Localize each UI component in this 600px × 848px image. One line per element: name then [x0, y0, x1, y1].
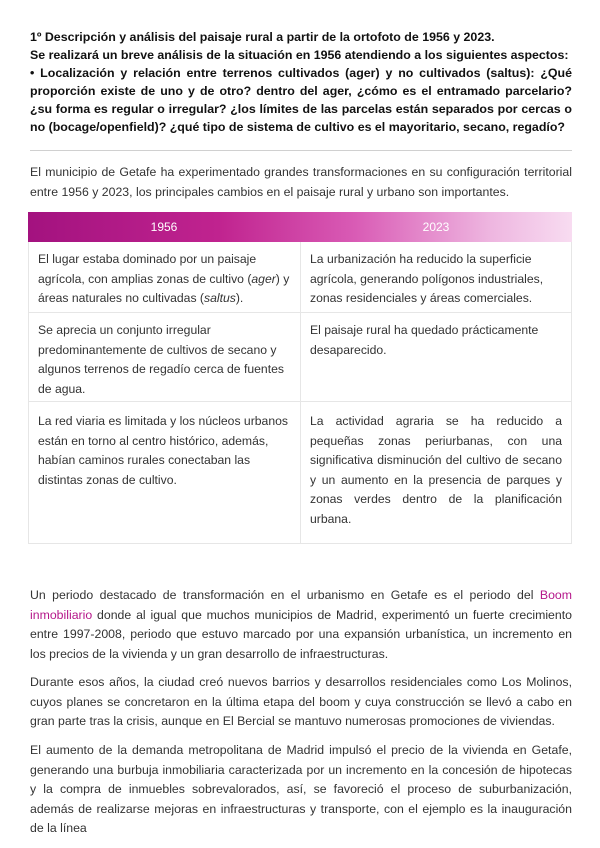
header-2023: 2023 — [422, 220, 450, 234]
comparison-table — [28, 212, 572, 541]
term-saltus: saltus — [203, 291, 236, 305]
term-ager: ager — [251, 271, 276, 286]
housing-bubble-paragraph: El aumento de la demanda metropolitana de Madrid impulsó el precio de la vivienda en Getafe, generando una burbuja inmobiliaria caracterizada por un incremento en la concesión de hipotecas y la compra de inmuebles sobrevalorados, así, se favoreció el proceso de suburbanización, además de realizarse mejoras en infraestructuras y transporte, con el ejemplo es la inauguración de la línea — [30, 743, 572, 835]
prompt-subtitle: Se realizará un breve análisis de la situación en 1956 atendiendo a los siguientes aspectos: — [30, 48, 569, 62]
table-row — [29, 402, 571, 544]
table-body — [28, 242, 572, 544]
cell-1956: La red viaria es limitada y los núcleos urbanos están en torno al centro histórico, además, habían caminos rurales conectaban las distintas zonas de cultivo. — [38, 414, 288, 487]
cell-2023: La urbanización ha reducido la superficie agrícola, generando polígonos industriales, zonas residenciales y áreas comerciales. — [300, 242, 571, 312]
prompt-title: 1º Descripción y análisis del paisaje rural a partir de la ortofoto de 1956 y 2023. — [30, 30, 495, 44]
table-row — [29, 313, 571, 402]
assignment-prompt — [30, 28, 572, 136]
section-divider — [30, 150, 572, 151]
cell-2023: El paisaje rural ha quedado prácticamente desaparecido. — [300, 313, 571, 401]
boom-paragraph: Un periodo destacado de transformación en el urbanismo en Getafe es el periodo del Boom inmobiliario donde al igual que muchos municipios de Madrid, experimentó un fuerte crecimiento entre 1997-2008, periodo que estuvo marcado por una expansión urbanística, un incremento en los precios de la vivienda y un gran desarrollo de infraestructuras. — [30, 588, 572, 661]
neighborhoods-paragraph: Durante esos años, la ciudad creó nuevos barrios y desarrollos residenciales como Los Molinos, cuyos planes se concretaron en la última etapa del boom y cuya construcción se llevó a cabo en gran parte tras la crisis, aunque en El Bercial se mantuvo numerosas promociones de viviendas. — [30, 675, 572, 728]
table-header — [28, 212, 572, 242]
cell-1956: Se aprecia un conjunto irregular predominantemente de cultivos de secano y algunos terrenos de regadío cerca de fuentes de agua. — [38, 323, 284, 396]
boom-inmobiliario-link[interactable]: Boom inmobiliario — [30, 588, 572, 622]
prompt-bullet: • Localización y relación entre terrenos cultivados (ager) y no cultivados (saltus): ¿Qué proporción existe de uno y de otro? dentro del ager, ¿cómo es el entramado parcelario? ¿su forma es regular o irregular? ¿los límites de las parcelas están separados por cercas o no (bocage/openfield)? ¿qué tipo de sistema de cultivo es el mayoritario, secano, regadío? — [30, 66, 572, 134]
table-row — [29, 242, 571, 313]
cell-1956: El lugar estaba dominado por un paisaje agrícola, con amplias zonas de cultivo (ager) y áreas naturales no cultivadas (saltus). — [38, 252, 290, 305]
cell-2023: La actividad agraria se ha reducido a pequeñas zonas periurbanas, con una significativa disminución del cultivo de secano y un aumento en la presencia de parques y zonas verdes dentro de la planificación urbana. — [300, 402, 571, 543]
intro-paragraph: El municipio de Getafe ha experimentado grandes transformaciones en su configuración territorial entre 1956 y 2023, los principales cambios en el paisaje rural y urbano son importantes. — [30, 165, 572, 199]
header-1956: 1956 — [150, 220, 178, 234]
